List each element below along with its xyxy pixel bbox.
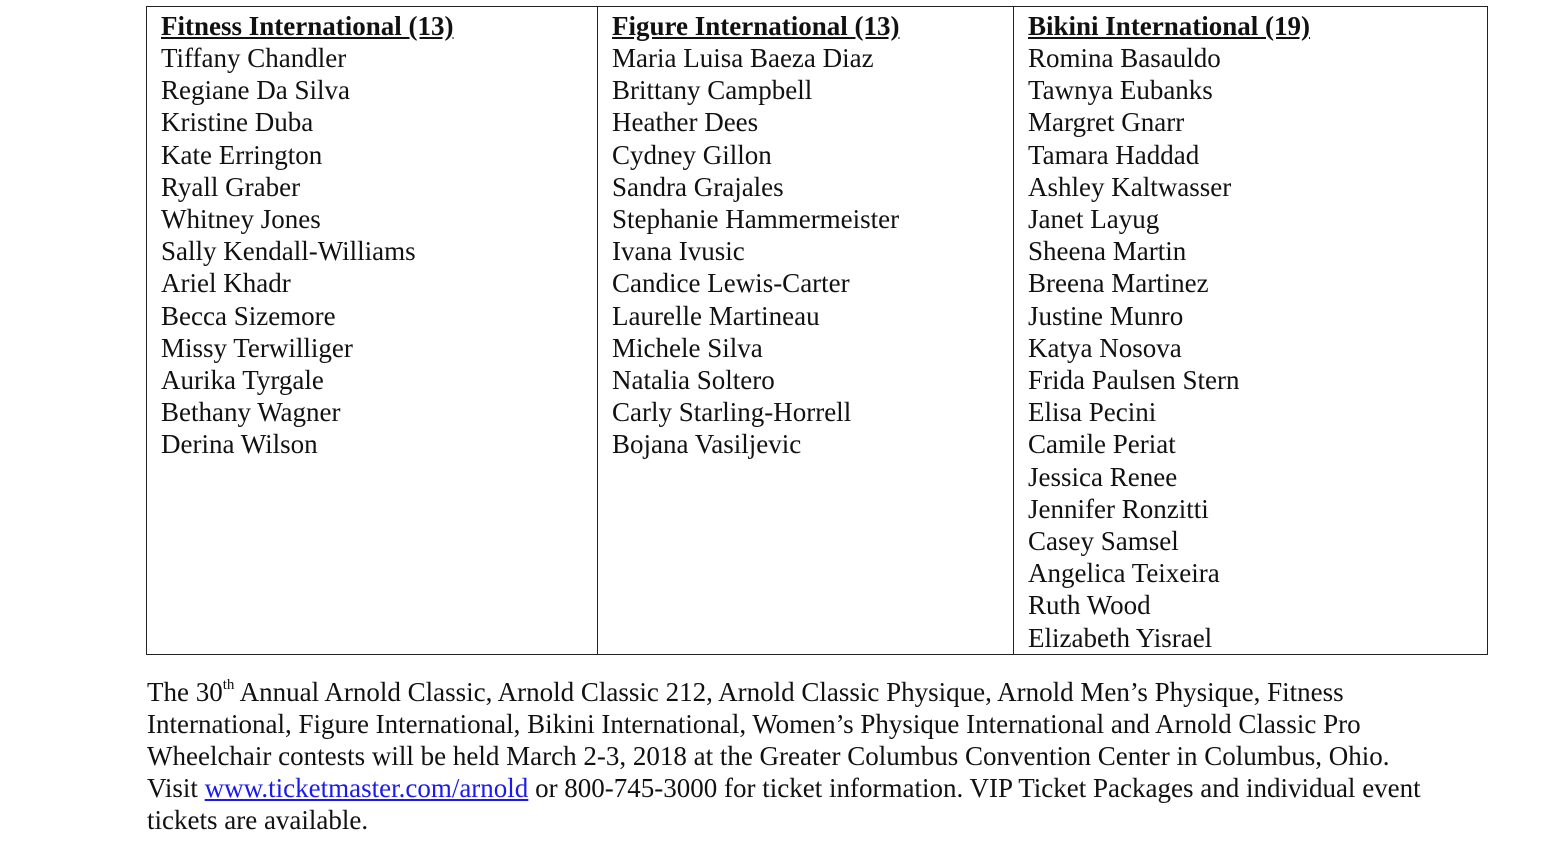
bikini-competitor-name: Casey Samsel: [1028, 526, 1179, 557]
figure-international-column: [598, 7, 1014, 655]
figure-competitor-name: Cydney Gillon: [612, 139, 772, 170]
fitness-competitor-name: Bethany Wagner: [161, 397, 341, 428]
bikini-competitor-name: Justine Munro: [1028, 300, 1184, 331]
announcement-text-end: or 800-745-3000 for ticket information. VIP Ticket Packages and individual event tickets are available.: [147, 773, 1421, 835]
fitness-competitor-name: Kate Errington: [161, 139, 323, 170]
fitness-competitor-name: Becca Sizemore: [161, 300, 336, 331]
bikini-competitor-name: Angelica Teixeira: [1028, 558, 1220, 589]
announcement-text-start: The 30: [147, 677, 223, 707]
bikini-competitor-name: Jessica Renee: [1028, 461, 1178, 492]
figure-competitor-name: Stephanie Hammermeister: [612, 204, 900, 235]
bikini-competitor-name: Margret Gnarr: [1028, 107, 1185, 138]
figure-competitor-name: Brittany Campbell: [612, 75, 813, 106]
bikini-international-column: [1014, 7, 1488, 655]
figure-competitor-name: Maria Luisa Baeza Diaz: [612, 43, 874, 73]
fitness-competitor-name: Ariel Khadr: [161, 268, 291, 299]
figure-competitor-name: Michele Silva: [612, 332, 763, 363]
bikini-competitor-name: Breena Martinez: [1028, 268, 1209, 299]
figure-competitor-name: Sandra Grajales: [612, 171, 784, 202]
fitness-competitor-name: Kristine Duba: [161, 107, 314, 138]
fitness-competitor-name: Sally Kendall-Williams: [161, 236, 416, 267]
bikini-competitor-name: Janet Layug: [1028, 204, 1160, 235]
ticketmaster-link[interactable]: www.ticketmaster.com/arnold: [204, 773, 529, 803]
fitness-competitor-name: Missy Terwilliger: [161, 332, 353, 363]
bikini-competitor-name: Tawnya Eubanks: [1028, 75, 1213, 106]
roster-table: [146, 6, 1488, 655]
event-announcement-paragraph: [147, 676, 1437, 836]
bikini-competitor-name: Elisa Pecini: [1028, 397, 1157, 428]
figure-competitor-name: Laurelle Martineau: [612, 300, 820, 331]
bikini-competitor-name: Ruth Wood: [1028, 590, 1151, 621]
fitness-international-column: [147, 7, 598, 655]
bikini-competitor-name: Katya Nosova: [1028, 332, 1182, 363]
fitness-international-heading: Fitness International (13): [161, 11, 454, 41]
bikini-competitor-name: Sheena Martin: [1028, 236, 1187, 267]
fitness-competitor-name: Derina Wilson: [161, 429, 318, 460]
bikini-competitor-name: Tamara Haddad: [1028, 139, 1200, 170]
figure-competitor-name: Natalia Soltero: [612, 365, 775, 396]
bikini-competitor-name: Ashley Kaltwasser: [1028, 171, 1232, 202]
fitness-competitor-name: Tiffany Chandler: [161, 43, 347, 73]
bikini-competitor-name: Romina Basauldo: [1028, 43, 1221, 73]
figure-international-heading: Figure International (13): [612, 11, 900, 41]
fitness-competitor-name: Aurika Tyrgale: [161, 365, 324, 396]
figure-competitor-name: Candice Lewis-Carter: [612, 268, 850, 299]
bikini-competitor-name: Elizabeth Yisrael: [1028, 622, 1213, 653]
fitness-name-list: [161, 42, 597, 461]
fitness-competitor-name: Ryall Graber: [161, 171, 301, 202]
figure-competitor-name: Ivana Ivusic: [612, 236, 745, 267]
fitness-competitor-name: Regiane Da Silva: [161, 75, 350, 106]
figure-competitor-name: Carly Starling-Horrell: [612, 397, 852, 428]
figure-name-list: [612, 42, 1013, 461]
roster-row: [147, 7, 1488, 655]
announcement-text-middle: Annual Arnold Classic, Arnold Classic 212, Arnold Classic Physique, Arnold Men’s Physique, Fitness International, Figure International, Bikini International, Women’s Physique International and Arnold Classic Pro Wheelchair contests will be held March 2-3, 2018 at the Greater Columbus Convention Center in Columbus, Ohio. Visit: [147, 677, 1390, 803]
figure-competitor-name: Heather Dees: [612, 107, 759, 138]
bikini-competitor-name: Frida Paulsen Stern: [1028, 365, 1240, 396]
fitness-competitor-name: Whitney Jones: [161, 204, 321, 235]
bikini-competitor-name: Jennifer Ronzitti: [1028, 493, 1209, 524]
bikini-competitor-name: Camile Periat: [1028, 429, 1176, 460]
bikini-international-heading: Bikini International (19): [1028, 11, 1311, 41]
figure-competitor-name: Bojana Vasiljevic: [612, 429, 802, 460]
bikini-name-list: [1028, 42, 1487, 654]
ordinal-superscript: th: [222, 677, 235, 693]
